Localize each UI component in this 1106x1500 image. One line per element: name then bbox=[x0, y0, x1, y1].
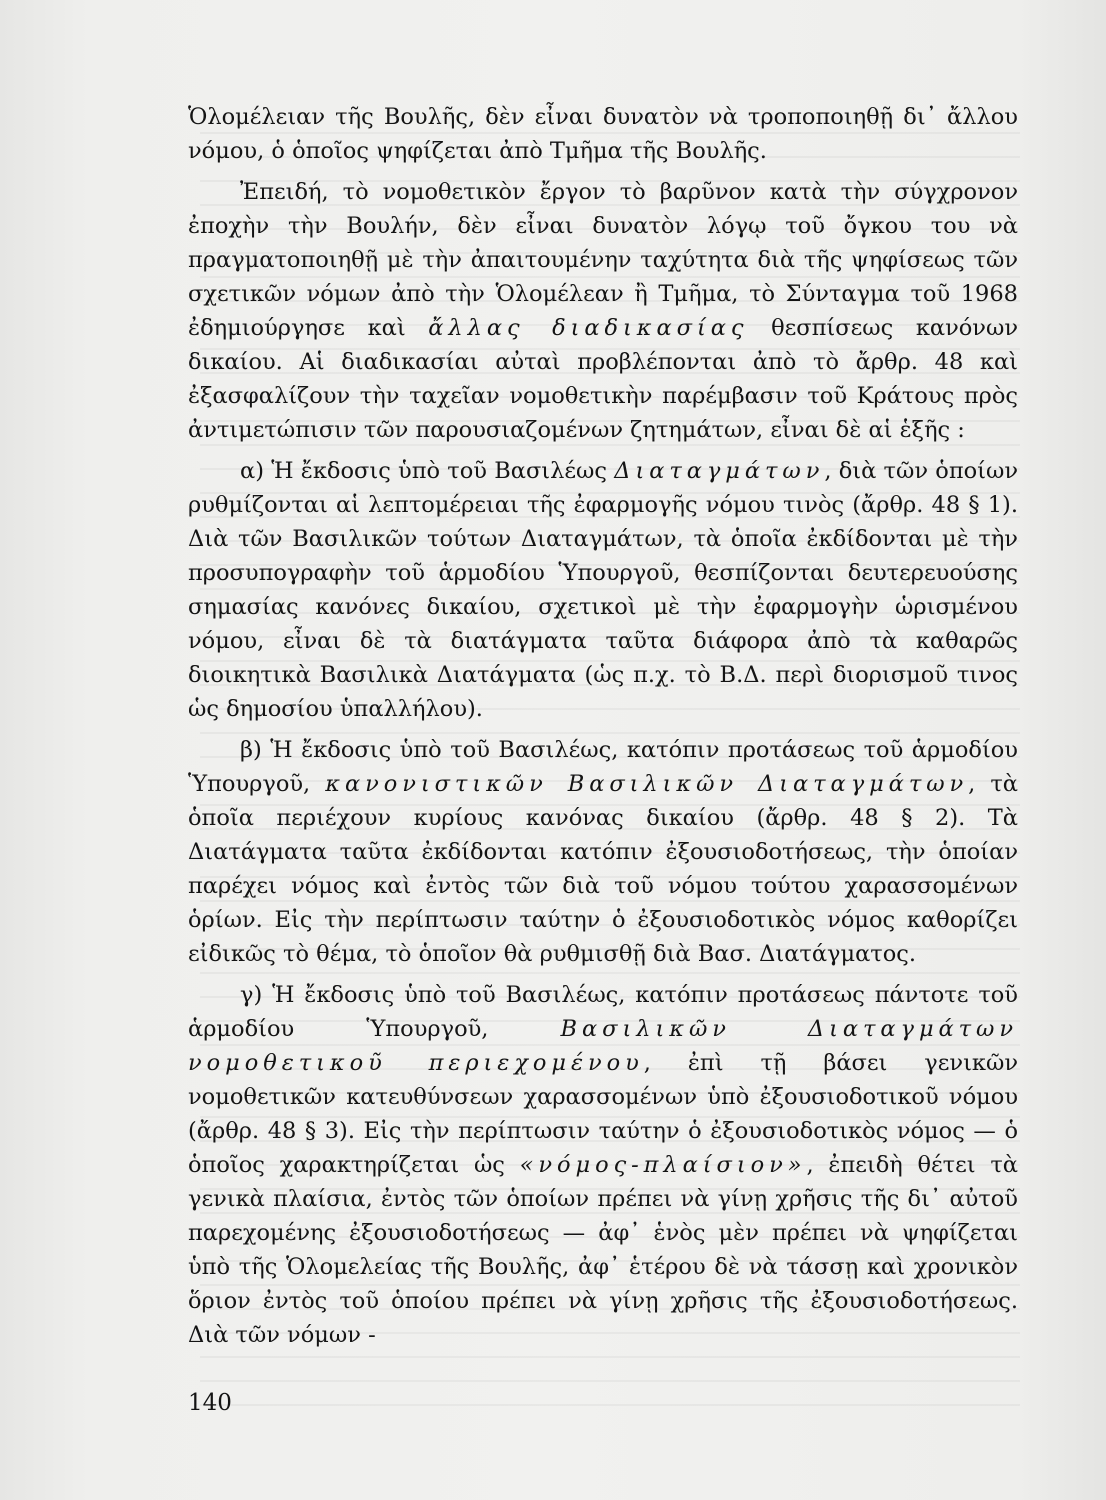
emphasized-term: «νόμος-πλαίσιον» bbox=[519, 1152, 807, 1178]
paragraph bbox=[188, 454, 1018, 726]
text-run: , διὰ τῶν ὁποίων ρυθμίζονται αἱ λεπτομέρειαι τῆς ἐφαρμογῆς νόμου τινὸς (ἄρθρ. 48 § 1). Διὰ τῶν Βασιλικῶν τούτων Διαταγμάτων, τὰ ὁποῖα ἐκδίδονται μὲ τὴν προσυπογραφὴν τοῦ ἁρμοδίου Ὑπουργοῦ, θεσπίζονται δευτερευούσης σημασίας κανόνες δικαίου, σχετικοὶ μὲ τὴν ἐφαρμογὴν ὡρισμένου νόμου, εἶναι δὲ τὰ διατάγματα ταῦτα διάφορα ἀπὸ τὰ καθαρῶς διοικητικὰ Βασιλικὰ Διατάγματα (ὡς π.χ. τὸ Β.Δ. περὶ διορισμοῦ τινος ὡς δημοσίου ὑπαλλήλου). bbox=[188, 458, 1018, 722]
paragraph bbox=[188, 175, 1018, 447]
text-run: , ἐπειδὴ θέτει τὰ γενικὰ πλαίσια, ἐντὸς τῶν ὁποίων πρέπει νὰ γίνῃ χρῆσις τῆς δι᾽ αὐτοῦ παρεχομένης ἐξουσιοδοτήσεως — ἀφ᾽ ἑνὸς μὲν πρέπει νὰ ψηφίζεται ὑπὸ τῆς Ὁλομελείας τῆς Βουλῆς, ἀφ᾽ ἑτέρου δὲ νὰ τάσσῃ καὶ χρονικὸν ὅριον ἐντὸς τοῦ ὁποίου πρέπει νὰ γίνῃ χρῆσις τῆς ἐξουσιοδοτήσεως. Διὰ τῶν νόμων - bbox=[188, 1152, 1019, 1348]
text-run: α) Ἡ ἔκδοσις ὑπὸ τοῦ Βασιλέως bbox=[240, 458, 615, 484]
text-run: , τὰ ὁποῖα περιέχουν κυρίους κανόνας δικαίου (ἄρθρ. 48 § 2). Τὰ Διατάγματα ταῦτα ἐκδίδονται κατόπιν ἐξουσιοδοτήσεως, τὴν ὁποίαν παρέχει νόμος καὶ ἐντὸς τῶν διὰ τοῦ νόμου τούτου χαρασσομένων ὁρίων. Εἰς τὴν περίπτωσιν ταύτην ὁ ἐξουσιοδοτικὸς νόμος καθορίζει εἰδικῶς τὸ θέμα, τὸ ὁποῖον θὰ ρυθμισθῇ διὰ Βασ. Διατάγματος. bbox=[188, 771, 1018, 967]
text-run: θεσπίσεως κανόνων δικαίου. Αἱ διαδικασίαι αὐταὶ προβλέπονται ἀπὸ τὸ ἄρθρ. 48 καὶ ἐξασφαλίζουν τὴν ταχεῖαν νομοθετικὴν παρέμβασιν τοῦ Κράτους πρὸς ἀντιμετώπισιν τῶν παρουσιαζομένων ζητημάτων, εἶναι δὲ αἱ ἑξῆς : bbox=[188, 315, 1019, 443]
emphasized-term: κανονιστικῶν Βασιλικῶν Διαταγμάτων bbox=[325, 771, 969, 797]
emphasized-term: ἄλλας διαδικασίας bbox=[428, 315, 749, 341]
body-text bbox=[188, 100, 1018, 1359]
page-number: 140 bbox=[188, 1390, 232, 1416]
paragraph bbox=[188, 100, 1018, 168]
emphasized-term: Διαταγμάτων bbox=[614, 458, 825, 484]
emphasized-term: Βασιλικῶν Διαταγμάτων νομοθετικοῦ περιεχομένου bbox=[188, 1016, 1018, 1076]
text-run: β) Ἡ ἔκδοσις ὑπὸ τοῦ Βασιλέως, κατόπιν προτάσεως τοῦ ἁρμοδίου Ὑπουργοῦ, bbox=[188, 737, 1018, 797]
paragraph bbox=[188, 978, 1018, 1352]
text-run: Ἐπειδή, τὸ νομοθετικὸν ἔργον τὸ βαρῦνον κατὰ τὴν σύγχρονον ἐποχὴν τὴν Βουλήν, δὲν εἶναι δυνατὸν λόγῳ τοῦ ὄγκου του νὰ πραγματοποιηθῇ μὲ τὴν ἀπαιτουμένην ταχύτητα διὰ τῆς ψηφίσεως τῶν σχετικῶν νόμων ἀπὸ τὴν Ὁλομέλεαν ἢ Τμῆμα, τὸ Σύνταγμα τοῦ 1968 ἐδημιούργησε καὶ bbox=[188, 179, 1018, 341]
text-run: γ) Ἡ ἔκδοσις ὑπὸ τοῦ Βασιλέως, κατόπιν προτάσεως πάντοτε τοῦ ἁρμοδίου Ὑπουργοῦ, bbox=[188, 982, 1018, 1042]
text-run: , ἐπὶ τῇ βάσει γενικῶν νομοθετικῶν κατευθύνσεων χαρασσομένων ὑπὸ ἐξουσιοδοτικοῦ νόμου (ἄρθρ. 48 § 3). Εἰς τὴν περίπτωσιν ταύτην ὁ ἐξουσιοδοτικὸς νόμος — ὁ ὁποῖος χαρακτηρίζεται ὡς bbox=[188, 1050, 1018, 1178]
text-run: Ὁλομέλειαν τῆς Βουλῆς, δὲν εἶναι δυνατὸν νὰ τροποποιηθῇ δι᾽ ἄλλου νόμου, ὁ ὁποῖος ψηφίζεται ἀπὸ Τμῆμα τῆς Βουλῆς. bbox=[188, 104, 1018, 164]
paragraph bbox=[188, 733, 1018, 971]
